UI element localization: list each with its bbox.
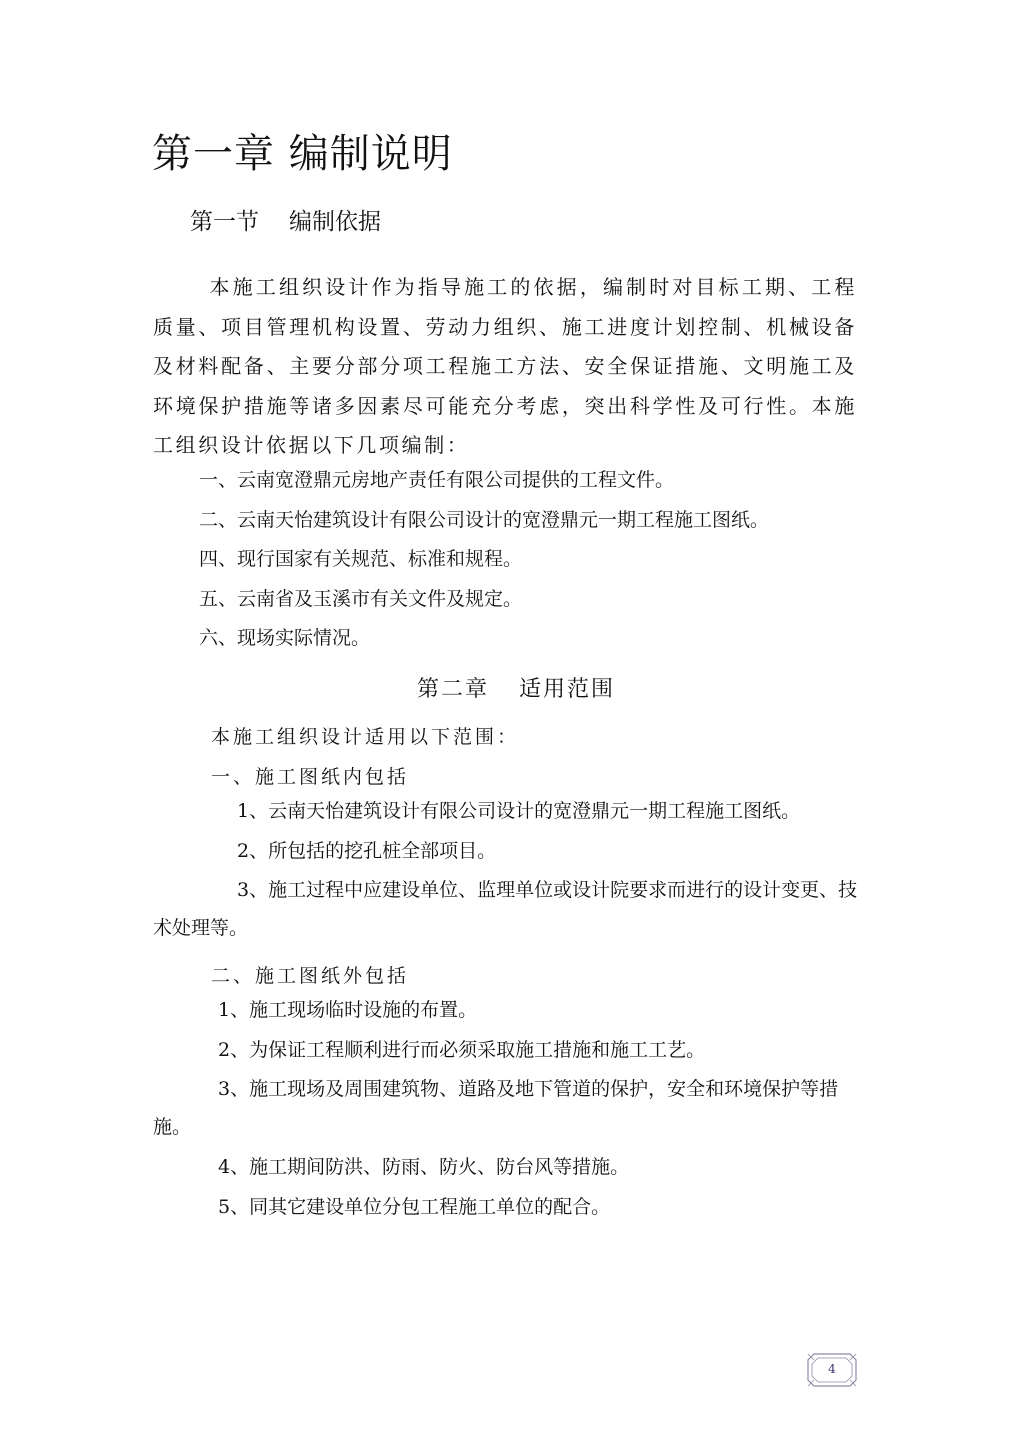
scope-group-1-heading: 一、施工图纸内包括 (211, 766, 410, 788)
scope-group-1-item (153, 871, 861, 947)
section-1-title: 编制依据 (289, 209, 381, 235)
basis-item: 二、云南天怡建筑设计有限公司设计的宽澄鼎元一期工程施工图纸。 (199, 509, 770, 531)
section-1-number: 第一节 (190, 209, 259, 235)
chapter-2-title: 适用范围 (519, 677, 616, 702)
chapter-1-title: 第一章 编制说明 (152, 131, 453, 177)
chapter-2-number: 第二章 (417, 677, 490, 702)
intro-paragraph (153, 268, 857, 466)
scope-group-2-item-text: 3、施工现场及周围建筑物、道路及地下管道的保护，安全和环境保护等措施。 (153, 1078, 839, 1138)
basis-item: 五、云南省及玉溪市有关文件及规定。 (199, 588, 523, 610)
page-number: 4 (828, 1362, 836, 1376)
scope-group-2-item: 4、施工期间防洪、防雨、防火、防台风等措施。 (218, 1156, 630, 1178)
scope-group-2-heading: 二、施工图纸外包括 (211, 965, 410, 987)
scope-group-1-item: 1、云南天怡建筑设计有限公司设计的宽澄鼎元一期工程施工图纸。 (237, 800, 801, 822)
scope-intro: 本施工组织设计适用以下范围： (211, 726, 520, 748)
scope-group-1-item-text: 3、施工过程中应建设单位、监理单位或设计院要求而进行的设计变更、技术处理等。 (153, 879, 858, 939)
page-number-badge (806, 1352, 858, 1388)
intro-paragraph-text: 本施工组织设计作为指导施工的依据，编制时对目标工期、工程质量、项目管理机构设置、劳动力组织、施工进度计划控制、机械设备及材料配备、主要分部分项工程施工方法、安全保证措施、文明施工及环境保护措施等诸多因素尽可能充分考虑，突出科学性及可行性。本施工组织设计依据以下几项编制： (153, 275, 857, 457)
scope-group-2-item: 5、同其它建设单位分包工程施工单位的配合。 (218, 1196, 611, 1218)
scope-group-2-item: 1、施工现场临时设施的布置。 (218, 999, 478, 1021)
scope-group-2-item (153, 1070, 861, 1146)
basis-item: 一、云南宽澄鼎元房地产责任有限公司提供的工程文件。 (199, 469, 675, 491)
scope-group-1-item: 2、所包括的挖孔桩全部项目。 (237, 840, 497, 862)
scope-group-2-item: 2、为保证工程顺利进行而必须采取施工措施和施工工艺。 (218, 1039, 706, 1061)
section-1-heading (190, 204, 381, 240)
basis-item: 四、现行国家有关规范、标准和规程。 (199, 548, 523, 570)
chapter-2-heading (417, 672, 615, 708)
basis-item: 六、现场实际情况。 (199, 627, 371, 649)
